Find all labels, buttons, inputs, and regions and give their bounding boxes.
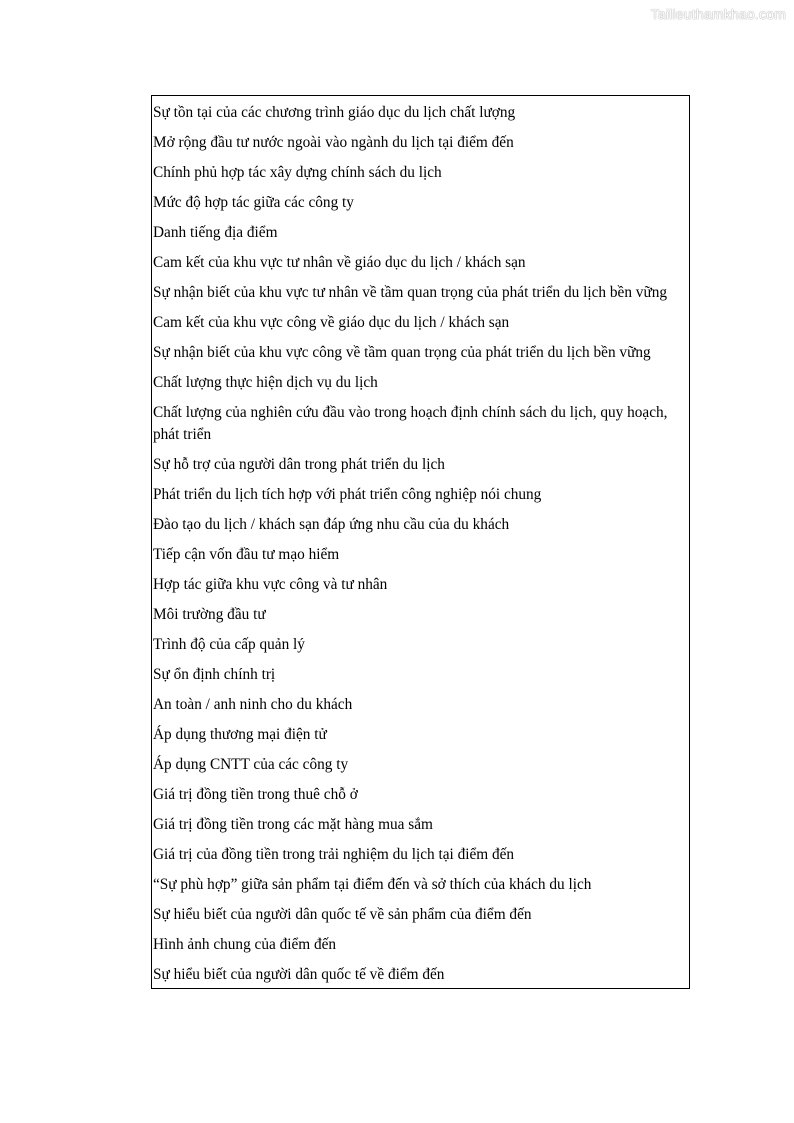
- table-row: Áp dụng thương mại điện tử: [153, 726, 327, 743]
- table-row: Hợp tác giữa khu vực công và tư nhân: [153, 576, 388, 593]
- table-row: Sự nhận biết của khu vực công về tầm quan trọng của phát triển du lịch bền vững: [153, 344, 651, 361]
- table-row: Giá trị đồng tiền trong các mặt hàng mua sắm: [153, 816, 433, 833]
- table-row: Chất lượng của nghiên cứu đầu vào trong hoạch định chính sách du lịch, quy hoạch, phát triển: [153, 404, 668, 443]
- table-row: Môi trường đầu tư: [153, 606, 266, 623]
- table-row: Giá trị đồng tiền trong thuê chỗ ở: [153, 786, 358, 803]
- table-row: Áp dụng CNTT của các công ty: [153, 756, 349, 773]
- table-row: Sự hỗ trợ của người dân trong phát triển du lịch: [153, 456, 445, 473]
- table-row: Giá trị của đồng tiền trong trải nghiệm du lịch tại điểm đến: [153, 846, 515, 863]
- table-row: Mở rộng đầu tư nước ngoài vào ngành du lịch tại điểm đến: [153, 134, 514, 151]
- criteria-table: [151, 95, 690, 989]
- table-row: Phát triển du lịch tích hợp với phát triển công nghiệp nói chung: [153, 486, 542, 503]
- table-row: Sự hiểu biết của người dân quốc tế về điểm đến: [153, 966, 445, 983]
- table-row: Trình độ của cấp quản lý: [153, 636, 305, 653]
- table-row: Chính phủ hợp tác xây dựng chính sách du lịch: [153, 164, 442, 181]
- table-row: Danh tiếng địa điểm: [153, 224, 278, 241]
- table-row: “Sự phù hợp” giữa sản phẩm tại điểm đến và sở thích của khách du lịch: [153, 876, 592, 893]
- table-row: Sự tồn tại của các chương trình giáo dục du lịch chất lượng: [153, 104, 516, 121]
- table-row: Sự hiểu biết của người dân quốc tế về sản phẩm của điểm đến: [153, 906, 532, 923]
- table-row: An toàn / anh ninh cho du khách: [153, 696, 353, 713]
- table-row: Cam kết của khu vực công về giáo dục du lịch / khách sạn: [153, 314, 510, 331]
- table-row: Sự ổn định chính trị: [153, 666, 276, 683]
- table-row: Tiếp cận vốn đầu tư mạo hiểm: [153, 546, 340, 563]
- table-row: Đào tạo du lịch / khách sạn đáp ứng nhu cầu của du khách: [153, 516, 510, 533]
- table-row: Cam kết của khu vực tư nhân về giáo dục du lịch / khách sạn: [153, 254, 526, 271]
- table-row: Mức độ hợp tác giữa các công ty: [153, 194, 354, 211]
- watermark: Tailieuthamkhao.com: [650, 6, 786, 22]
- table-row: Chất lượng thực hiện dịch vụ du lịch: [153, 374, 378, 391]
- table-row: Sự nhận biết của khu vực tư nhân về tầm quan trọng của phát triển du lịch bền vững: [153, 284, 668, 301]
- table-row: Hình ảnh chung của điểm đến: [153, 936, 337, 953]
